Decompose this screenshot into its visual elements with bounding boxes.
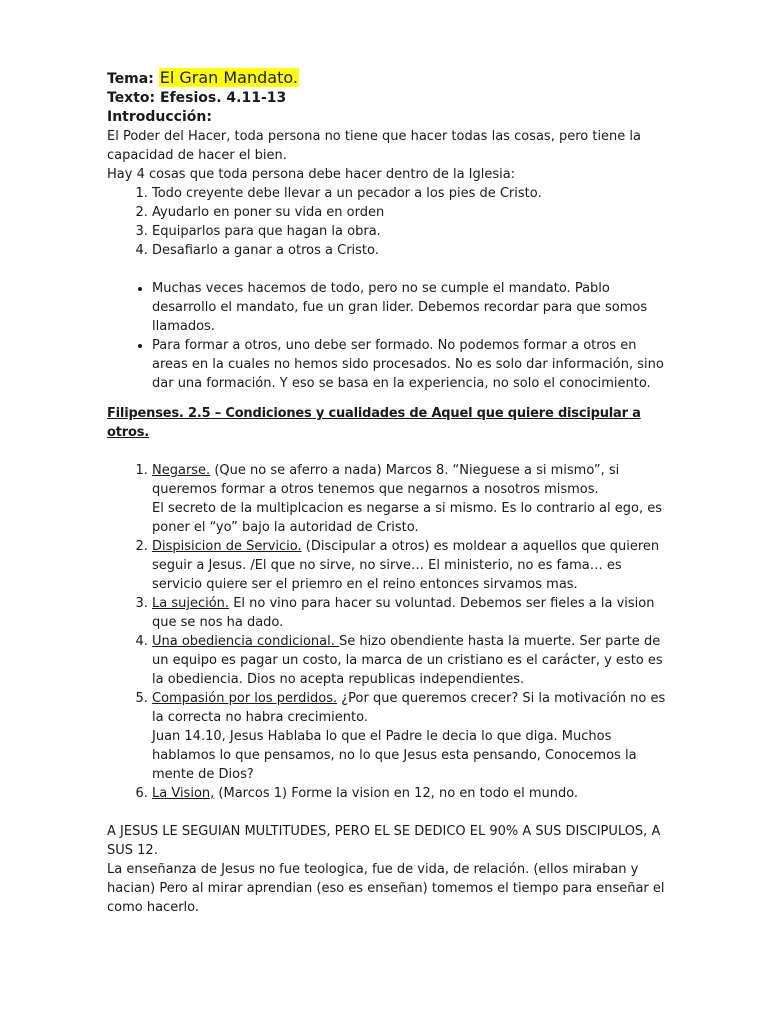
tema-title-period: . — [292, 68, 298, 87]
condition-item — [152, 632, 667, 689]
closing-paragraph-1: A JESUS LE SEGUIAN MULTITUDES, PERO EL SE DEDICO EL 90% A SUS DISCIPULOS, A SUS 12. — [107, 824, 661, 858]
condition-extra: El secreto de la multiplcacion es negarse a si mismo. Es lo contrario al ego, es poner el “yo” bajo la autoridad de Cristo. — [152, 501, 662, 535]
condition-title: La sujeción. — [152, 596, 230, 611]
tema-title: El Gran Mandato — [159, 68, 293, 87]
bullet-list — [107, 279, 667, 393]
condition-text: Se hizo obendiente hasta la muerte. Ser parte de un equipo es pagar un costo, la marca de un cristiano es el carácter, y esto es la obediencia. Dios no acepta republicas independientes. — [152, 634, 663, 687]
texto-line: Texto: Efesios. 4.11-13 — [107, 90, 287, 106]
intro-paragraph-2: Hay 4 cosas que toda persona debe hacer dentro de la Iglesia: — [107, 167, 516, 182]
condition-item — [152, 784, 667, 803]
condition-title: Dispisicion de Servicio. — [152, 539, 302, 554]
condition-title: La Vision, — [152, 786, 215, 801]
section-heading: Filipenses. 2.5 – Condiciones y cualidades de Aquel que quiere discipular a otros. — [107, 406, 641, 440]
condition-text: El no vino para hacer su voluntad. Debemos ser fieles a la vision que se nos ha dado. — [152, 596, 655, 630]
condition-item — [152, 461, 667, 537]
closing-paragraph-2: La enseñanza de Jesus no fue teologica, fue de vida, de relación. (ellos miraban y hacian) Pero al mirar aprendian (eso es enseñan) tomemos el tiempo para enseñar el como hacerlo. — [107, 862, 665, 915]
bullet-item: • Para formar a otros, uno debe ser formado. No podemos formar a otros en areas en la cuales no hemos sido procesados. No es solo dar información, sino dar una formación. Y eso se basa en la experiencia, no solo el conocimiento. — [152, 336, 667, 393]
document-page — [107, 68, 667, 917]
list-item: 4. Desafiarlo a ganar a otros a Cristo. — [152, 241, 667, 260]
list-item: 1. Todo creyente debe llevar a un pecador a los pies de Cristo. — [152, 184, 667, 203]
list-item: 2. Ayudarlo en poner su vida en orden — [152, 203, 667, 222]
condition-text: ¿Por que queremos crecer? Si la motivación no es la correcta no habra crecimiento. — [152, 691, 666, 725]
bullet-item: • Muchas veces hacemos de todo, pero no se cumple el mandato. Pablo desarrollo el mandato, fue un gran lider. Debemos recordar para que somos llamados. — [152, 279, 667, 336]
condition-extra: Juan 14.10, Jesus Hablaba lo que el Padre le decia lo que diga. Muchos hablamos lo que pensamos, no lo que Jesus esta pensando, Conocemos la mente de Dios? — [152, 729, 637, 782]
condition-text: (Discipular a otros) es moldear a aquellos que quieren seguir a Jesus. /El que no sirve, no sirve… El ministerio, no es fama… es servicio quiere ser el priemro en el reino entonces sirvamos mas. — [152, 539, 660, 592]
condition-item — [152, 537, 667, 594]
condition-title: Una obediencia condicional. — [152, 634, 340, 649]
tema-label: Tema: — [107, 71, 159, 87]
condition-item — [152, 594, 667, 632]
condition-text: (Marcos 1) Forme la vision en 12, no en todo el mundo. — [214, 786, 579, 801]
intro-paragraph-1: El Poder del Hacer, toda persona no tiene que hacer todas las cosas, pero tiene la capacidad de hacer el bien. — [107, 129, 642, 163]
introduccion-heading: Introducción: — [107, 109, 212, 125]
condition-title: Negarse. — [152, 463, 211, 478]
condition-item — [152, 689, 667, 784]
condition-title: Compasión por los perdidos. — [152, 691, 338, 706]
conditions-list — [107, 461, 667, 803]
tema-title-highlight — [159, 68, 299, 87]
condition-text: (Que no se aferro a nada) Marcos 8. “Nieguese a si mismo”, si queremos formar a otros tenemos que negarnos a nosotros mismos. — [152, 463, 620, 497]
four-things-list — [107, 184, 667, 260]
closing-section — [107, 822, 667, 917]
tema-line — [107, 68, 667, 89]
list-item: 3. Equiparlos para que hagan la obra. — [152, 222, 667, 241]
